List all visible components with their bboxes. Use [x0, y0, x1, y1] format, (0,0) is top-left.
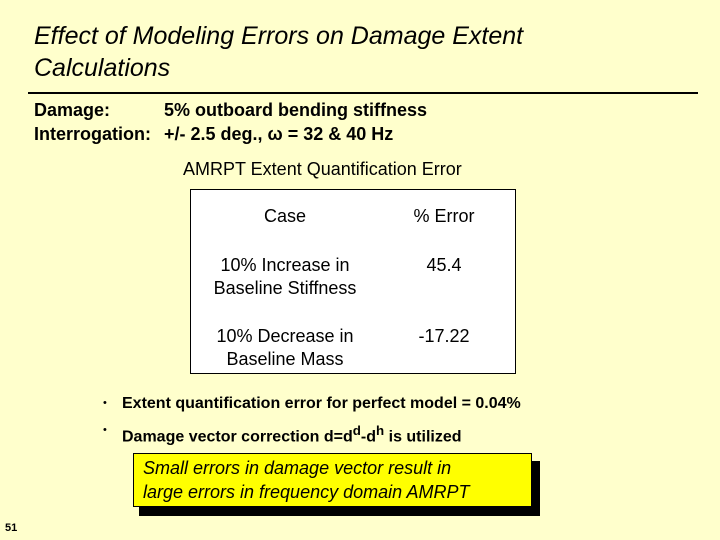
bullet-list	[103, 390, 521, 450]
table-cell-case	[195, 254, 375, 300]
case-line-1: 10% Increase in	[220, 255, 350, 275]
title-line-2: Calculations	[34, 54, 171, 82]
bullet-text-middle: -d	[360, 428, 377, 446]
case-line-1: 10% Decrease in	[216, 326, 354, 346]
table-cell-error: 45.4	[426, 255, 462, 275]
damage-value: 5% outboard bending stiffness	[164, 100, 428, 120]
superscript-h: h	[376, 423, 385, 438]
bullet-item	[103, 417, 521, 450]
slide-title	[34, 20, 674, 84]
bullet-dot-icon: •	[103, 424, 107, 436]
title-line-1: Effect of Modeling Errors on Damage Extent	[34, 22, 524, 50]
case-line-2: Baseline Stiffness	[213, 278, 357, 298]
case-line-2: Baseline Mass	[226, 349, 344, 369]
bullet-item	[103, 390, 521, 417]
table-cell-case	[195, 325, 375, 371]
callout-line-2: large errors in frequency domain AMRPT	[143, 482, 470, 502]
interrogation-value: +/- 2.5 deg., ω = 32 & 40 Hz	[164, 124, 394, 144]
bullet-dot-icon: •	[103, 397, 107, 409]
page-number: 51	[5, 522, 18, 534]
table-header-case: Case	[263, 206, 307, 226]
error-table	[190, 189, 516, 374]
damage-label: Damage:	[34, 100, 111, 120]
table-cell-error: -17.22	[418, 326, 470, 346]
superscript-d: d	[352, 423, 361, 438]
callout-box	[133, 453, 532, 507]
bullet-text-suffix: is utilized	[384, 428, 462, 446]
title-divider	[28, 92, 698, 94]
table-title: AMRPT Extent Quantification Error	[183, 159, 462, 179]
table-header-error: % Error	[413, 206, 475, 226]
callout-line-1: Small errors in damage vector result in	[143, 458, 452, 478]
bullet-text: Extent quantification error for perfect model = 0.04%	[122, 395, 521, 412]
interrogation-label: Interrogation:	[34, 124, 151, 144]
bullet-text-prefix: Damage vector correction d=d	[122, 428, 353, 446]
